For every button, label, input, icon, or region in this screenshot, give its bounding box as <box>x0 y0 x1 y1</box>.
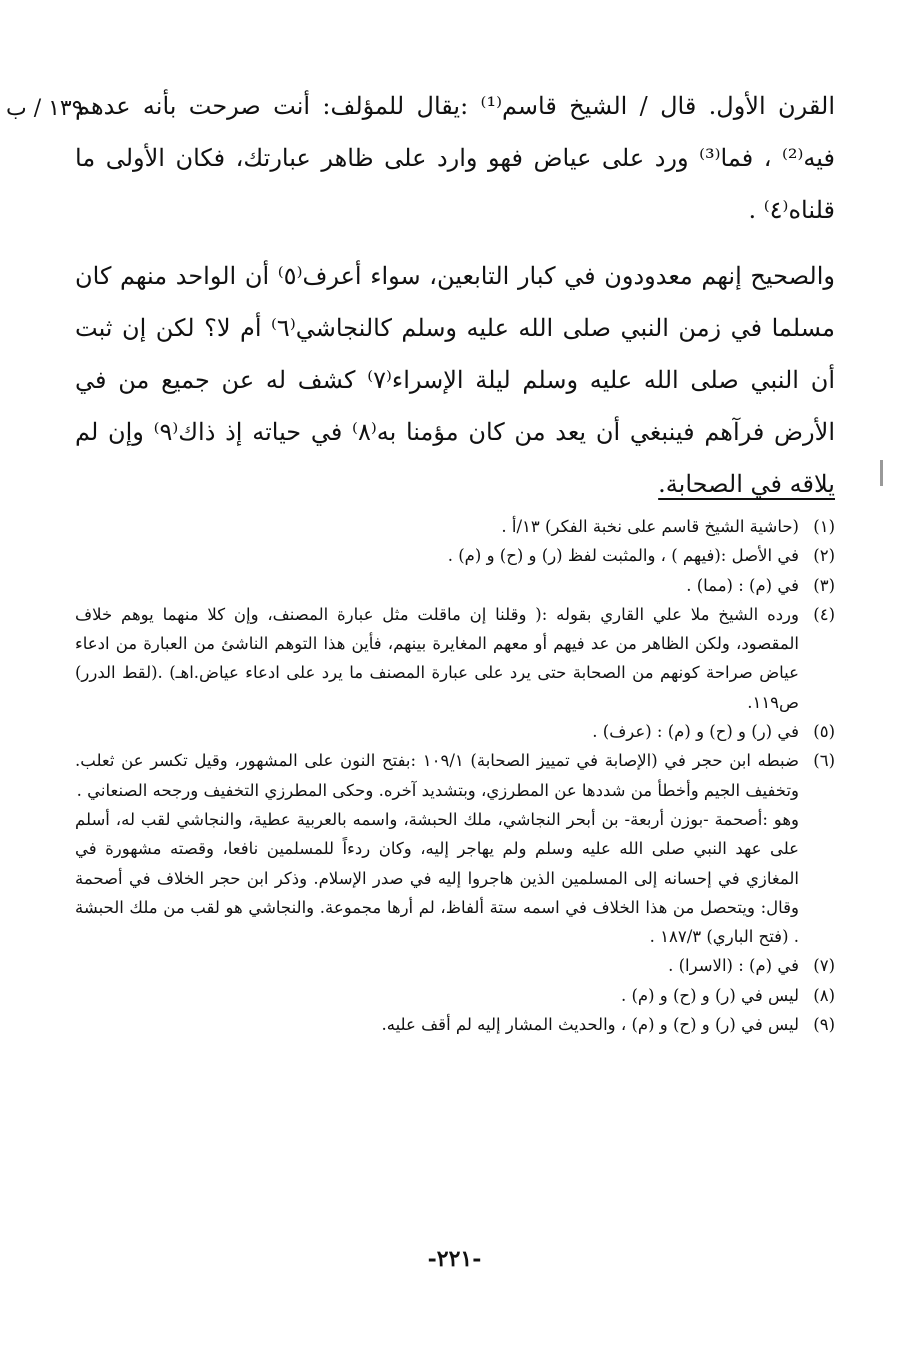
main-paragraph-1: القرن الأول. قال / الشيخ قاسم⁽¹⁾ :يقال للمؤلف: أنت صرحت بأنه عدهم فيه⁽²⁾ ، فما⁽³⁾ ورد على عياض فهو وارد على ظاهر عبارتك، فكان الأولى ما قلناه⁽٤⁾ . <box>75 92 836 224</box>
footnote-number: (٩) <box>813 1015 835 1035</box>
main-paragraph-2 <box>75 250 835 510</box>
footnote-number: (٨) <box>813 985 835 1005</box>
margin-mark <box>880 460 883 486</box>
footnote-text: ليس في (ر) و (ح) و (م) ، والحديث المشار إليه لم أقف عليه. <box>381 1015 799 1035</box>
page-number: -٢٢١- <box>427 1246 482 1272</box>
main-paragraph-2-last-plain: إذ ذاك⁽٩⁾ وإن لم <box>75 418 243 446</box>
footnote-2 <box>75 541 835 570</box>
manuscript-folio-marker: ١٣٩ / ب <box>6 96 84 121</box>
footnote-text: ورده الشيخ ملا علي القاري بقوله :( وقلنا إن ماقلت مثل عبارة المصنف، وإن كلا منهما يوهم خلاف المقصود، ولكن الظاهر من عد فيهم أو معهم المغايرة بينهم، فأين هذا التوهم الناشئ من العبارة من ادعاء عياض صراحة كونهم من الصحابة حتى يرد على عبارة المصنف ما يرد على ادعاء عياض.اهـ) .(لقط الدرر) ص١١٩. <box>75 604 799 712</box>
footnote-text: في الأصل :(فيهم ) ، والمثبت لفظ (ر) و (ح) و (م) . <box>447 546 799 566</box>
footnote-text: في (م) : (الاسرا) . <box>668 956 799 976</box>
footnote-number: (١) <box>813 517 835 536</box>
footnote-text: في (م) : (مما) . <box>686 575 799 595</box>
footnote-8 <box>75 981 835 1010</box>
footnote-number: (٣) <box>813 575 835 595</box>
footnote-number: (٧) <box>813 956 835 976</box>
footnote-5 <box>75 717 835 746</box>
footnotes <box>75 512 835 1039</box>
footnote-3 <box>75 571 835 600</box>
main-paragraph-2-body: والصحيح إنهم معدودون في كبار التابعين، سواء أعرف⁽٥⁾ أن الواحد منهم كان مسلما في زمن النبي صلى الله عليه وسلم كالنجاشي⁽٦⁾ أم لا؟ لكن إن ثبت أن النبي صلى الله عليه وسلم ليلة الإسراء⁽٧⁾ كشف له عن جميع من في الأرض فرآهم فينبغي أن يعد من كان مؤمنا به⁽٨⁾ في حياته <box>75 262 836 446</box>
footnote-1 <box>75 512 835 541</box>
footnote-4 <box>75 600 835 717</box>
footnote-number: (٥) <box>813 722 835 742</box>
footnote-6 <box>75 746 835 805</box>
footnote-9 <box>75 1010 835 1039</box>
main-paragraph-2-underlined: يلاقه في الصحابة. <box>658 470 835 498</box>
footnote-text: في (ر) و (ح) و (م) : (عرف) . <box>592 722 799 742</box>
footnote-number: (٢) <box>813 546 835 566</box>
footnote-text: ليس في (ر) و (ح) و (م) . <box>620 985 799 1005</box>
footnote-number: (٤) <box>813 604 835 624</box>
footnote-text: ضبطه ابن حجر في (الإصابة في تمييز الصحابة) ١٠٩/١ :بفتح النون على المشهور، وقيل تكسر عن ثعلب. وتخفيف الجيم وأخطأ من شددها عن المطرزي، وبتشديد آخره. وحكى المطرزي التخفيف ورجحه الصنعاني . <box>75 751 799 800</box>
footnote-text: (حاشية الشيخ قاسم على نخبة الفكر) ١٣/أ . <box>501 517 799 536</box>
footnote-6-continuation: وهو :أصحمة -بوزن أربعة- بن أبحر النجاشي، ملك الحبشة، واسمه بالعربية عطية، والنجاشي لقب له، أسلم على عهد النبي صلى الله عليه وسلم ولم يهاجر إليه، وكان ردءاً للمسلمين نافعا، وقصته مشهورة في المغازي في إحسانه إلى المسلمين الذين هاجروا إليه في صدر الإسلام. وذكر ابن حجر الخلاف في أصحمة وقال: ويتحصل من هذا الخلاف في اسمه ستة ألفاظ، لم أرها مجموعة. والنجاشي هو لقب من ملك الحبشة . (فتح الباري) ١٨٧/٣ . <box>75 809 799 947</box>
footnote-7 <box>75 951 835 980</box>
footnote-number: (٦) <box>813 751 835 771</box>
